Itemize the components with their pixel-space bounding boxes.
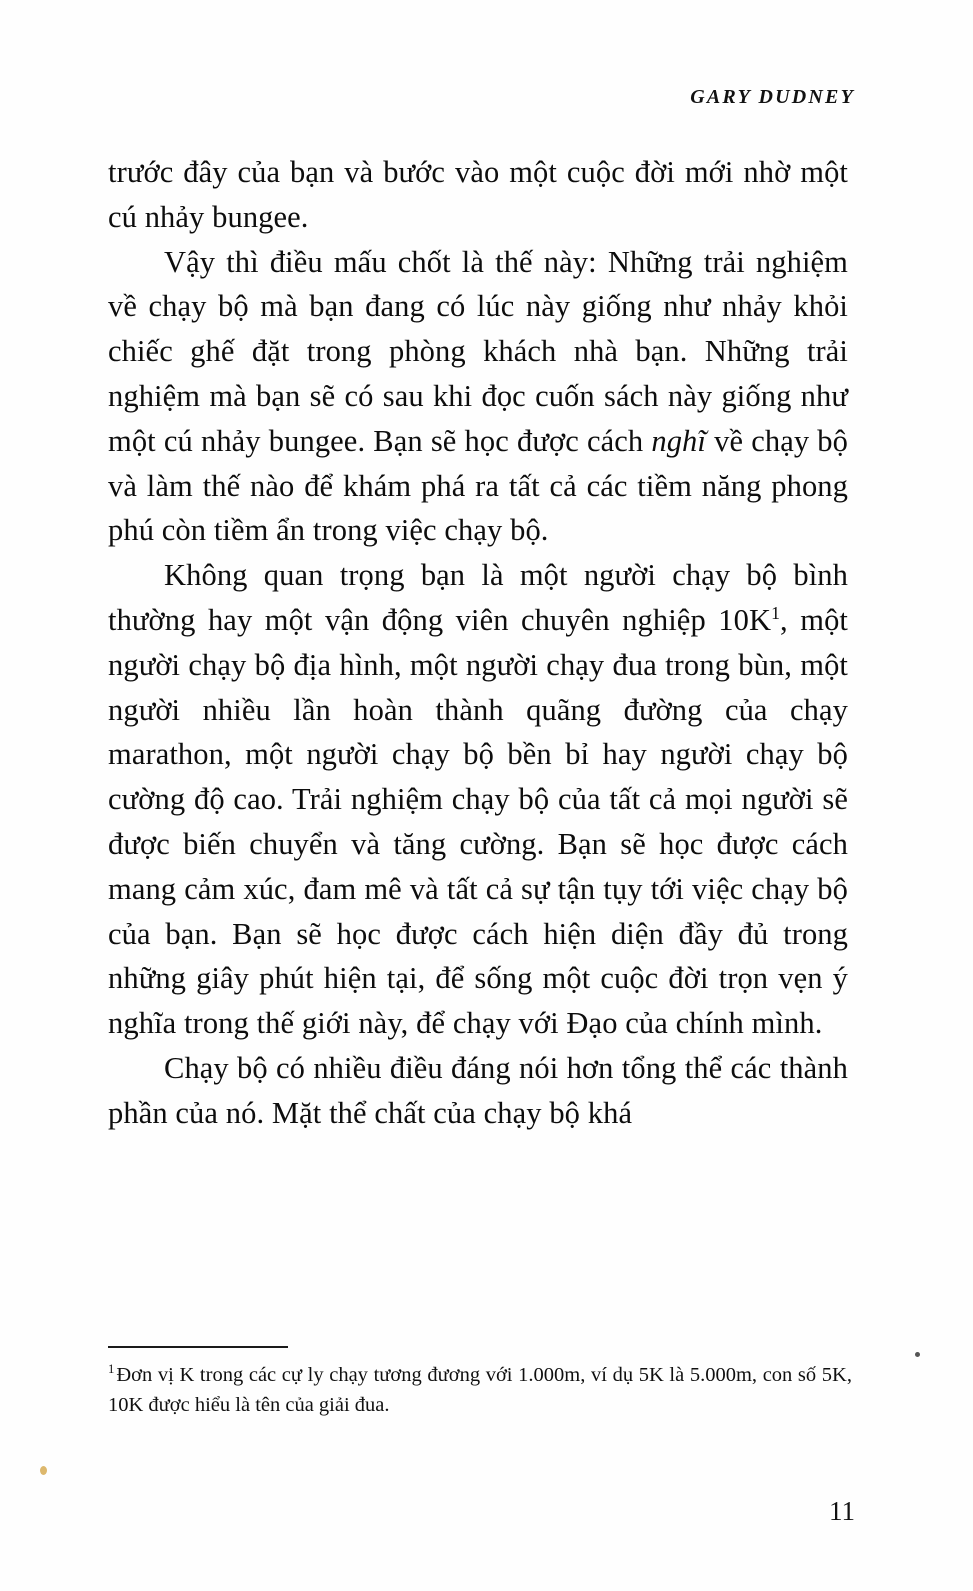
- paragraph-1: trước đây của bạn và bước vào một cuộc đời mới nhờ một cú nhảy bungee.: [108, 155, 848, 234]
- paragraph-3-part-1: Không quan trọng bạn là một người chạy bộ bình thường hay một vận động viên chuyên nghiệp 10K: [108, 558, 848, 637]
- paragraph-3-part-2: , một người chạy bộ địa hình, một người chạy đua trong bùn, một người nhiều lần hoàn thành quãng đường của chạy marathon, một người chạy bộ bền bỉ hay người chạy bộ cường độ cao. Trải nghiệm chạy bộ của tất cả mọi người sẽ được biến chuyển và tăng cường. Bạn sẽ học được cách mang cảm xúc, đam mê và tất cả sự tận tụy tới việc chạy bộ của bạn. Bạn sẽ học được cách hiện diện đầy đủ trong những giây phút hiện tại, để sống một cuộc đời trọn vẹn ý nghĩa trong thế giới này, để chạy với Đạo của chính mình.: [108, 602, 848, 1041]
- paragraph-2-part-1: Vậy thì điều mấu chốt là thế này: Những trải nghiệm về chạy bộ mà bạn đang có lúc này giống như nhảy khỏi chiếc ghế đặt trong phòng khách nhà bạn. Những trải nghiệm mà bạn sẽ có sau khi đọc cuốn sách này giống như một cú nhảy bungee. Bạn sẽ học được cách: [108, 244, 848, 458]
- page-number: 11: [829, 1496, 855, 1526]
- footnote: [108, 1360, 852, 1420]
- footnote-separator-rule: [108, 1346, 288, 1348]
- paragraph-2: [108, 240, 848, 554]
- footnote-text: Đơn vị K trong các cự ly chạy tương đương với 1.000m, ví dụ 5K là 5.000m, con số 5K, 10K được hiểu là tên của giải đua.: [108, 1364, 852, 1416]
- footnote-reference-marker[interactable]: 1: [771, 602, 781, 623]
- paper-speck-icon: [915, 1352, 920, 1357]
- paragraph-4: Chạy bộ có nhiều điều đáng nói hơn tổng thể các thành phần của nó. Mặt thể chất của chạy bộ khá: [108, 1050, 848, 1130]
- paper-speck-icon: [40, 1466, 47, 1475]
- running-head: GARY DUDNEY: [690, 86, 855, 108]
- footnote-marker: 1: [108, 1362, 115, 1377]
- page-body: [108, 150, 848, 1136]
- paragraph-2-emphasis: nghĩ: [651, 423, 706, 458]
- paragraph-2-part-2: về chạy bộ và làm thế nào để khám phá ra tất cả các tiềm năng phong phú còn tiềm ẩn trong việc chạy bộ.: [108, 423, 848, 548]
- paragraph-3: [108, 553, 848, 1046]
